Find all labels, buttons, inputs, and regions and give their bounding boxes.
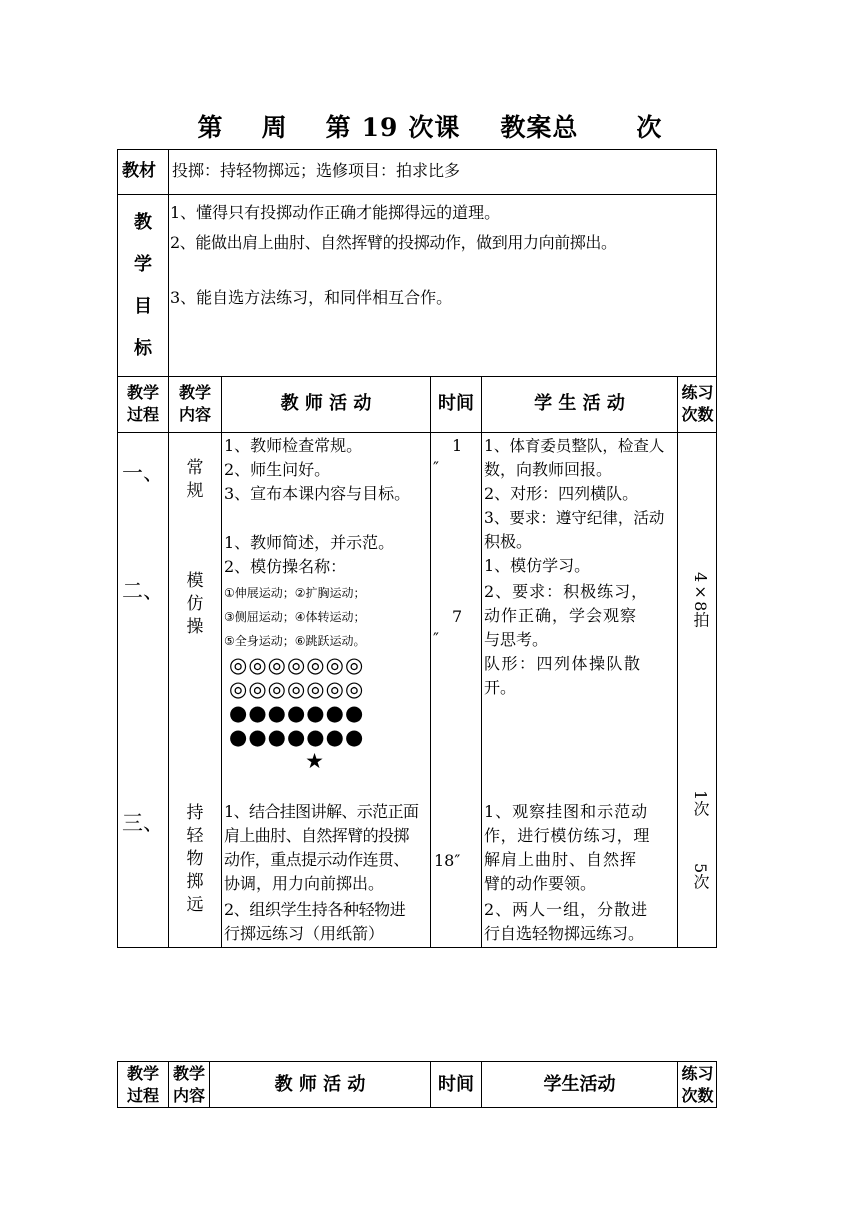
section-process: 一、 xyxy=(122,461,164,485)
section-content-char: 持 xyxy=(186,803,204,823)
student-line: 队形：四列体操队散 xyxy=(484,654,642,673)
section-content-char: 操 xyxy=(186,617,204,637)
formation-row-hollow: ◎◎◎◎◎◎◎ xyxy=(229,677,365,701)
teacher-line: 2、模仿操名称： xyxy=(224,557,347,576)
section-content-char: 远 xyxy=(186,895,204,915)
student-line: 作，进行模仿练习，理 xyxy=(484,826,651,845)
header-content xyxy=(169,382,221,426)
student-line: 动作正确，学会观察 xyxy=(484,606,638,625)
info-divider xyxy=(117,194,717,195)
objectives-label xyxy=(118,202,168,370)
header-practice xyxy=(678,1063,717,1107)
section-content-char: 规 xyxy=(186,481,204,501)
time-value: 18″ xyxy=(434,851,461,870)
teacher-line: 动作，重点提示动作连贯、 xyxy=(224,850,409,869)
col-divider xyxy=(677,376,678,948)
student-line: 1、体育委员整队，检查人 xyxy=(484,437,665,455)
student-line: 2、要求：积极练习， xyxy=(484,582,649,601)
lesson-header-divider xyxy=(117,432,717,433)
student-line: 行自选轻物掷远练习。 xyxy=(484,924,645,943)
time-value: 1 xyxy=(452,436,463,455)
header-practice-line: 次数 xyxy=(681,1086,714,1105)
section-content-char: 轻 xyxy=(186,826,204,846)
teacher-line: 行掷远练习（用纸箭） xyxy=(224,924,385,943)
teacher-line: 肩上曲肘、自然挥臂的投掷 xyxy=(224,826,409,845)
title-total: 教案总 xyxy=(500,113,579,142)
student-line: 3、要求：遵守纪律，活动 xyxy=(484,509,665,527)
exercise-line: ③侧屈运动；④体转运动； xyxy=(224,610,366,624)
header-teacher: 教 师 活 动 xyxy=(280,393,372,414)
info-table xyxy=(117,149,717,377)
teacher-line: 2、师生问好。 xyxy=(224,460,331,479)
practice-count: 1次 xyxy=(691,790,710,817)
teacher-line: 1、教师检查常规。 xyxy=(224,436,363,455)
header-student: 学 生 活 动 xyxy=(534,393,625,414)
section-content-char: 仿 xyxy=(186,594,204,614)
material-label: 教材 xyxy=(122,161,156,181)
header-process xyxy=(118,1063,168,1107)
section-process: 三、 xyxy=(122,811,164,835)
objectives-label-char: 标 xyxy=(134,338,152,359)
section-content xyxy=(169,802,221,917)
header-time: 时间 xyxy=(438,1074,474,1095)
objectives-label-char: 教 xyxy=(134,212,152,233)
student-line: 2、对形：四列横队。 xyxy=(484,484,639,503)
student-line: 解肩上曲肘、自然挥 xyxy=(484,850,638,869)
col-divider xyxy=(481,376,482,948)
time-unit: ″ xyxy=(433,458,439,477)
teacher-line: 1、教师简述，并示范。 xyxy=(224,533,395,552)
material-text: 投掷：持轻物掷远；选修项目：拍求比多 xyxy=(172,161,461,180)
section-content-char: 模 xyxy=(186,571,204,591)
student-line: 数，向教师回报。 xyxy=(484,460,613,479)
header-student: 学生活动 xyxy=(543,1074,616,1095)
header-practice-line: 练习 xyxy=(681,1064,714,1083)
objective-item: 1、懂得只有投掷动作正确才能掷得远的道理。 xyxy=(170,203,501,222)
student-line: 1、模仿学习。 xyxy=(484,556,591,575)
time-value: 7 xyxy=(452,607,463,626)
title-week: 周 xyxy=(261,113,288,142)
header-process xyxy=(118,382,168,426)
section-process: 二、 xyxy=(122,579,164,603)
section-content-char: 掷 xyxy=(186,872,204,892)
student-line: 开。 xyxy=(484,678,517,697)
header-process-line: 过程 xyxy=(126,405,159,424)
header-content-line: 教学 xyxy=(178,383,211,402)
header-practice-line: 次数 xyxy=(681,405,714,424)
teacher-line: 2、组织学生持各种轻物进 xyxy=(224,900,406,919)
header-content-line: 内容 xyxy=(172,1086,205,1105)
header-content-line: 内容 xyxy=(178,405,211,424)
section-content-char: 常 xyxy=(186,458,204,478)
teacher-line: 1、结合挂图讲解、示范正面 xyxy=(224,802,419,821)
title-week-prefix: 第 xyxy=(197,113,224,142)
objectives-label-char: 学 xyxy=(134,254,152,275)
formation-diagram xyxy=(229,653,401,773)
teacher-line: 协调，用力向前掷出。 xyxy=(224,874,385,893)
teacher-line: 3、宣布本课内容与目标。 xyxy=(224,484,411,503)
info-label-divider xyxy=(168,149,169,377)
header-time: 时间 xyxy=(438,393,474,414)
objective-item: 2、能做出肩上曲肘、自然挥臂的投掷动作，做到用力向前掷出。 xyxy=(170,233,617,252)
exercise-line: ⑤全身运动；⑥跳跃运动。 xyxy=(224,634,366,648)
header-teacher: 教 师 活 动 xyxy=(274,1074,366,1095)
header-process-line: 过程 xyxy=(126,1086,159,1105)
objectives-label-char: 目 xyxy=(134,296,152,317)
student-line: 与思考。 xyxy=(484,630,549,649)
student-line: 1、观察挂图和示范动 xyxy=(484,802,649,821)
header-process-line: 教学 xyxy=(126,383,159,402)
title-lesson-prefix: 第 xyxy=(325,113,352,142)
header-practice xyxy=(678,382,717,426)
teacher-star-icon: ★ xyxy=(305,749,325,773)
header-practice-line: 练习 xyxy=(681,383,714,402)
header-content xyxy=(169,1063,209,1107)
title-total-suffix: 次 xyxy=(636,113,663,142)
student-line: 2、两人一组，分散进 xyxy=(484,900,649,919)
col-divider xyxy=(221,376,222,948)
section-content-char: 物 xyxy=(186,849,204,869)
header-content-line: 教学 xyxy=(172,1064,205,1083)
title-lesson-number: 19 xyxy=(361,113,399,142)
formation-row-solid: ●●●●●●● xyxy=(229,725,365,749)
student-line: 臂的动作要领。 xyxy=(484,874,597,893)
objective-item: 3、能自选方法练习，和同伴相互合作。 xyxy=(170,288,453,307)
practice-count: 4×8拍 xyxy=(691,572,710,628)
time-unit: ″ xyxy=(433,629,439,648)
header-process-line: 教学 xyxy=(126,1064,159,1083)
section-content xyxy=(169,570,221,639)
formation-row-solid: ●●●●●●● xyxy=(229,701,365,725)
student-line: 积极。 xyxy=(484,532,533,551)
practice-count: 5次 xyxy=(691,863,710,890)
page-title xyxy=(0,108,860,144)
exercise-line: ①伸展运动；②扩胸运动； xyxy=(224,586,366,600)
title-lesson-suffix: 次课 xyxy=(408,113,461,142)
col-divider xyxy=(430,376,431,948)
section-content xyxy=(169,457,221,503)
formation-row-hollow: ◎◎◎◎◎◎◎ xyxy=(229,653,365,677)
